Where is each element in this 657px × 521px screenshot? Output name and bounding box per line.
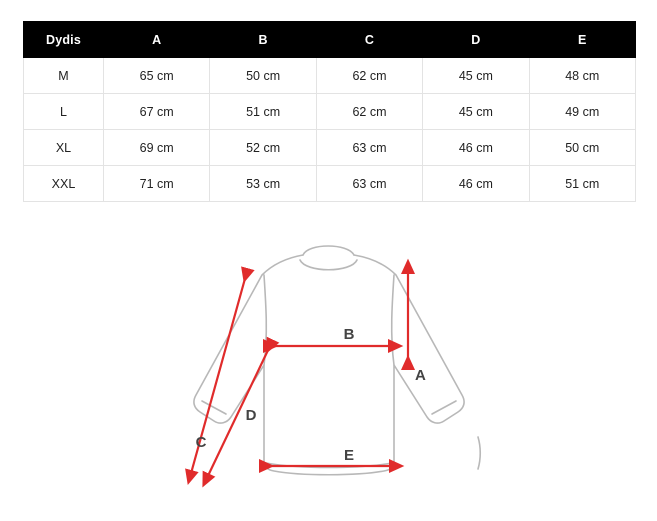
cell-e: 50 cm: [529, 130, 635, 166]
cell-d: 46 cm: [423, 130, 529, 166]
cell-c: 62 cm: [316, 94, 422, 130]
sweatshirt-outline-icon: [194, 246, 480, 475]
size-table: [23, 21, 636, 202]
cell-c: 63 cm: [316, 166, 422, 202]
cell-e: 48 cm: [529, 58, 635, 94]
cell-c: 63 cm: [316, 130, 422, 166]
table-row: [24, 94, 636, 130]
cell-size: L: [24, 94, 104, 130]
column-header-b: B: [210, 22, 316, 58]
cell-b: 50 cm: [210, 58, 316, 94]
table-row: [24, 166, 636, 202]
size-table-body: [24, 58, 636, 202]
size-table-container: [23, 21, 635, 202]
measure-label-d: D: [245, 407, 257, 424]
cell-d: 45 cm: [423, 94, 529, 130]
cell-a: 65 cm: [104, 58, 210, 94]
table-row: [24, 58, 636, 94]
column-header-a: A: [104, 22, 210, 58]
cell-c: 62 cm: [316, 58, 422, 94]
column-header-c: C: [316, 22, 422, 58]
size-table-head: [24, 22, 636, 58]
cell-d: 45 cm: [423, 58, 529, 94]
cell-b: 51 cm: [210, 94, 316, 130]
garment-measurement-diagram: [0, 215, 657, 515]
cell-e: 51 cm: [529, 166, 635, 202]
cell-b: 52 cm: [210, 130, 316, 166]
cell-b: 53 cm: [210, 166, 316, 202]
measure-label-e: E: [343, 447, 355, 464]
cell-a: 67 cm: [104, 94, 210, 130]
measure-line-d: [206, 346, 270, 480]
measurement-lines: [190, 267, 408, 480]
column-header-e: E: [529, 22, 635, 58]
table-row: [24, 130, 636, 166]
cell-size: XXL: [24, 166, 104, 202]
column-header-size: Dydis: [24, 22, 104, 58]
cell-a: 69 cm: [104, 130, 210, 166]
measure-label-a: A: [415, 367, 426, 384]
measure-label-b: B: [343, 326, 355, 343]
table-header-row: [24, 22, 636, 58]
column-header-d: D: [423, 22, 529, 58]
cell-d: 46 cm: [423, 166, 529, 202]
cell-size: XL: [24, 130, 104, 166]
cell-size: M: [24, 58, 104, 94]
cell-a: 71 cm: [104, 166, 210, 202]
cell-e: 49 cm: [529, 94, 635, 130]
measure-label-c: C: [195, 434, 207, 451]
